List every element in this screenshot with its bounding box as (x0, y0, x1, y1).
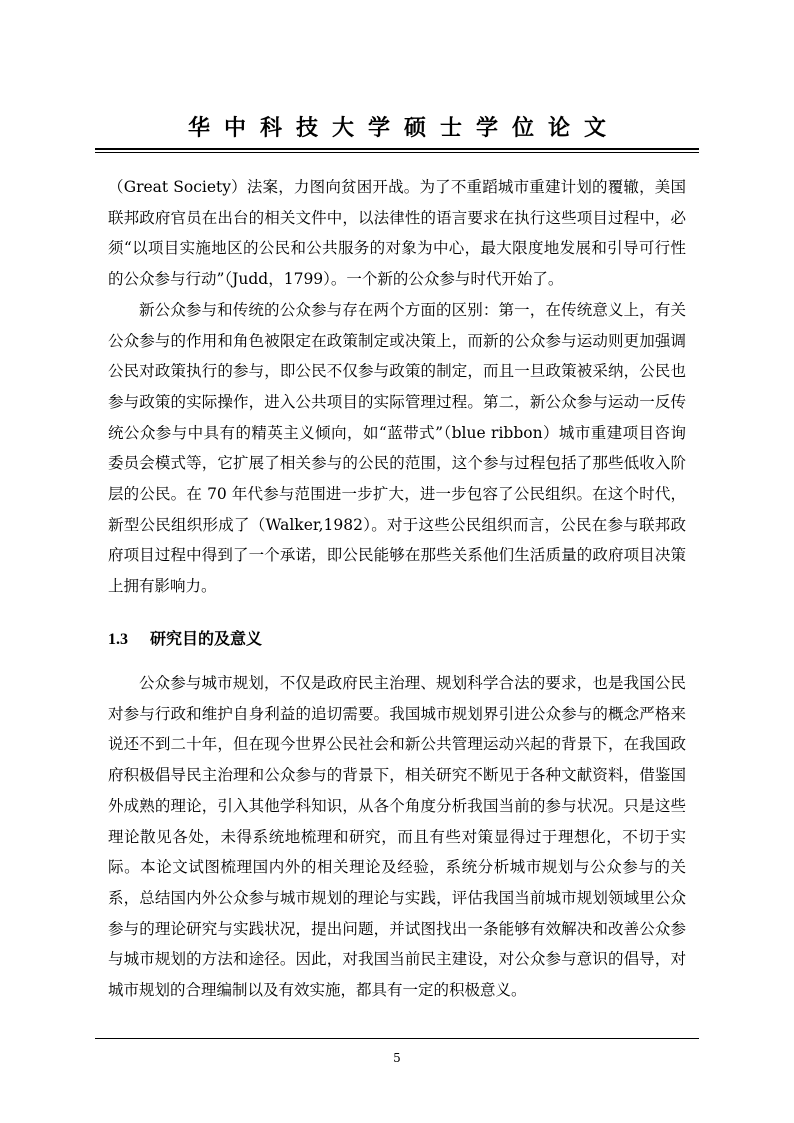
body-text-top (108, 172, 686, 602)
header-rule-thick (95, 148, 699, 150)
page-number: 5 (393, 1051, 401, 1065)
paragraph-continued: （Great Society）法案，力图向贫困开战。为了不重蹈城市重建计划的覆辙，美国联邦政府官员在出台的相关文件中，以法律性的语言要求在执行这些项目过程中，必须“以项目实施地区的公民和公共服务的对象为中心，最大限度地发展和引导可行性的公众参与行动”（Judd，1799）。一个新的公众参与时代开始了。 (108, 178, 686, 289)
footer-rule (95, 1038, 699, 1039)
body-text-bottom (108, 668, 686, 1006)
header-rule-thin (95, 152, 699, 153)
page-header-title: 华中科技大学硕士学位论文 (187, 115, 620, 141)
section-number: 1.3 (108, 631, 128, 648)
section-heading (108, 622, 262, 656)
paragraph-differences: 新公众参与和传统的公众参与存在两个方面的区别：第一，在传统意义上，有关公众参与的作用和角色被限定在政策制定或决策上，而新的公众参与运动则更加强调公民对政策执行的参与，即公民不仅参与政策的制定，而且一旦政策被采纳，公民也参与政策的实际操作，进入公共项目的实际管理过程。第二，新公众参与运动一反传统公众参与中具有的精英主义倾向，如“蓝带式”（blue ribbon）城市重建项目咨询委员会模式等，它扩展了相关参与的公民的范围，这个参与过程包括了那些低收入阶层的公民。在 70 年代参与范围进一步扩大，进一步包容了公民组织。在这个时代，新型公民组织形成了（Walker,1982）。对于这些公民组织而言，公民在参与联邦政府项目过程中得到了一个承诺，即公民能够在那些关系他们生活质量的政府项目决策上拥有影响力。 (108, 300, 686, 596)
section-title: 研究目的及意义 (150, 629, 263, 648)
paragraph-research-purpose: 公众参与城市规划，不仅是政府民主治理、规划科学合法的要求，也是我国公民对参与行政和维护自身利益的追切需要。我国城市规划界引进公众参与的概念严格来说还不到二十年，但在现今世界公民社会和新公共管理运动兴起的背景下，在我国政府积极倡导民主治理和公众参与的背景下，相关研究不断见于各种文献资料，借鉴国外成熟的理论，引入其他学科知识，从各个角度分析我国当前的参与状况。只是这些理论散见各处，未得系统地梳理和研究，而且有些对策显得过于理想化，不切于实际。本论文试图梳理国内外的相关理论及经验，系统分析城市规划与公众参与的关系，总结国内外公众参与城市规划的理论与实践，评估我国当前城市规划领域里公众参与的理论研究与实践状况，提出问题，并试图找出一条能够有效解决和改善公众参与城市规划的方法和途径。因此，对我国当前民主建设，对公众参与意识的倡导，对城市规划的合理编制以及有效实施，都具有一定的积极意义。 (108, 674, 686, 1000)
